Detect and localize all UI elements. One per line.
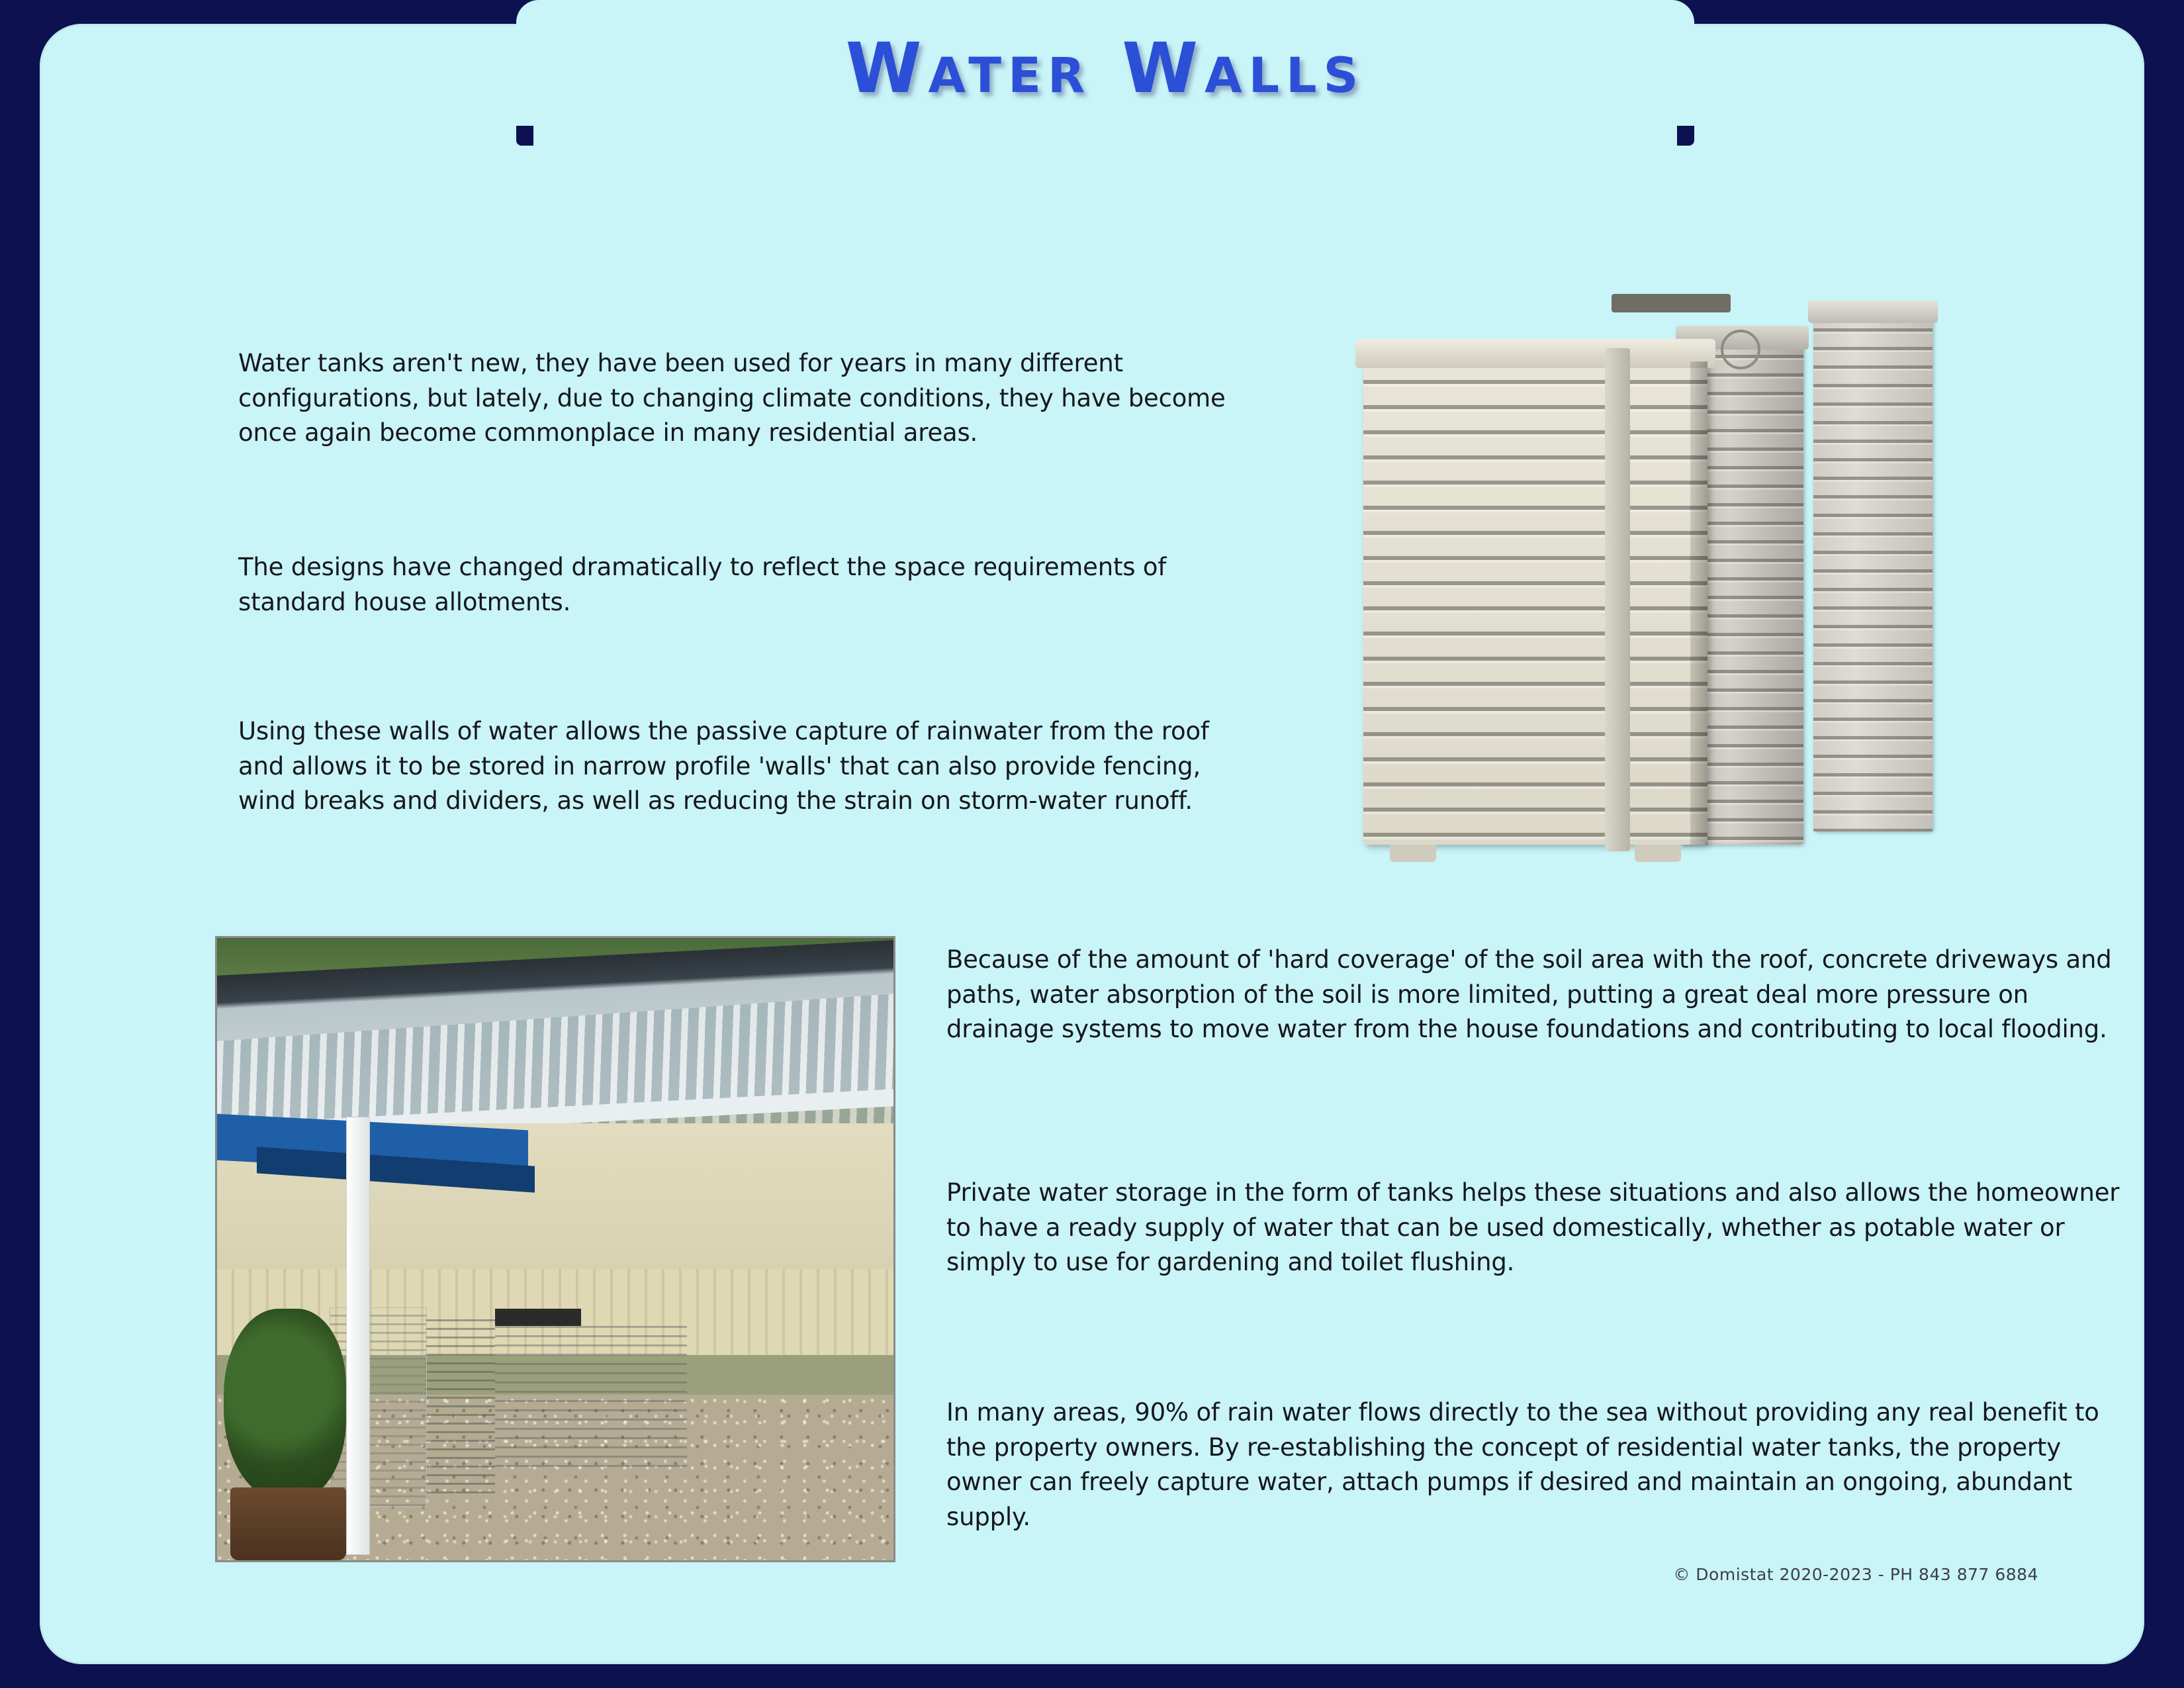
paragraph-rain-statistics: In many areas, 90% of rain water flows directly to the sea without providing any real benefit to the property owners. By re-establishing the concept of residential water tanks, the property owner can freely capture water, attach pumps if desired and maintain an ongoing, abundant supply. (946, 1398, 2099, 1531)
paragraph-hard-coverage: Because of the amount of 'hard coverage' of the soil area with the roof, concrete driveways and paths, water absorption of the soil is more limited, putting a great deal more pressure on drainage systems to move water from the house foundations and contributing to local flooding. (946, 945, 2112, 1044)
tank-front (1363, 361, 1707, 845)
paragraph-intro: Water tanks aren't new, they have been used for years in many different configurations, but lately, due to changing climate conditions, they have become once again become commonplace in many residential areas. (238, 349, 1226, 447)
carport-photo (215, 936, 895, 1562)
paragraph-designs: The designs have changed dramatically to reflect the space requirements of standard house allotments. (238, 553, 1167, 616)
photo-tank-wall-right (495, 1319, 687, 1471)
tank-inlet-lid (1612, 294, 1731, 312)
tank-slats (1813, 315, 1933, 831)
page-title: Water Walls (845, 28, 1365, 109)
tank-back-right (1813, 315, 1933, 831)
photo-carport-post (346, 1117, 370, 1555)
tank-foot-left (1390, 845, 1436, 862)
banner-notch-left (516, 126, 533, 146)
tank-foot-right (1635, 845, 1681, 862)
photo-planter-barrel (230, 1487, 346, 1560)
banner-notch-right (1677, 126, 1694, 146)
tank-edge-shadow (1690, 361, 1707, 845)
title-banner (516, 0, 1694, 165)
paragraph-private-storage: Private water storage in the form of tanks helps these situations and also allows the homeowner to have a ready supply of water that can be used domestically, whether as potable water or simply to use for gardening and toilet flushing. (946, 1178, 2120, 1277)
tank-downpipe (1605, 348, 1630, 851)
tank-access-hatch-icon (1721, 330, 1760, 369)
document-page (40, 24, 2144, 1664)
tank-slats (1363, 361, 1707, 845)
photo-tank-middle (426, 1313, 495, 1498)
water-tank-illustration (1350, 302, 2032, 858)
footer-copyright: © Domistat 2020-2023 - PH 843 877 6884 (1673, 1565, 2038, 1584)
photo-shrub (224, 1309, 346, 1501)
paragraph-walls-of-water: Using these walls of water allows the passive capture of rainwater from the roof and allows it to be stored in narrow profile 'walls' that can also provide fencing, wind breaks and dividers, as well as reducing the strain on storm-water runoff. (238, 717, 1209, 816)
